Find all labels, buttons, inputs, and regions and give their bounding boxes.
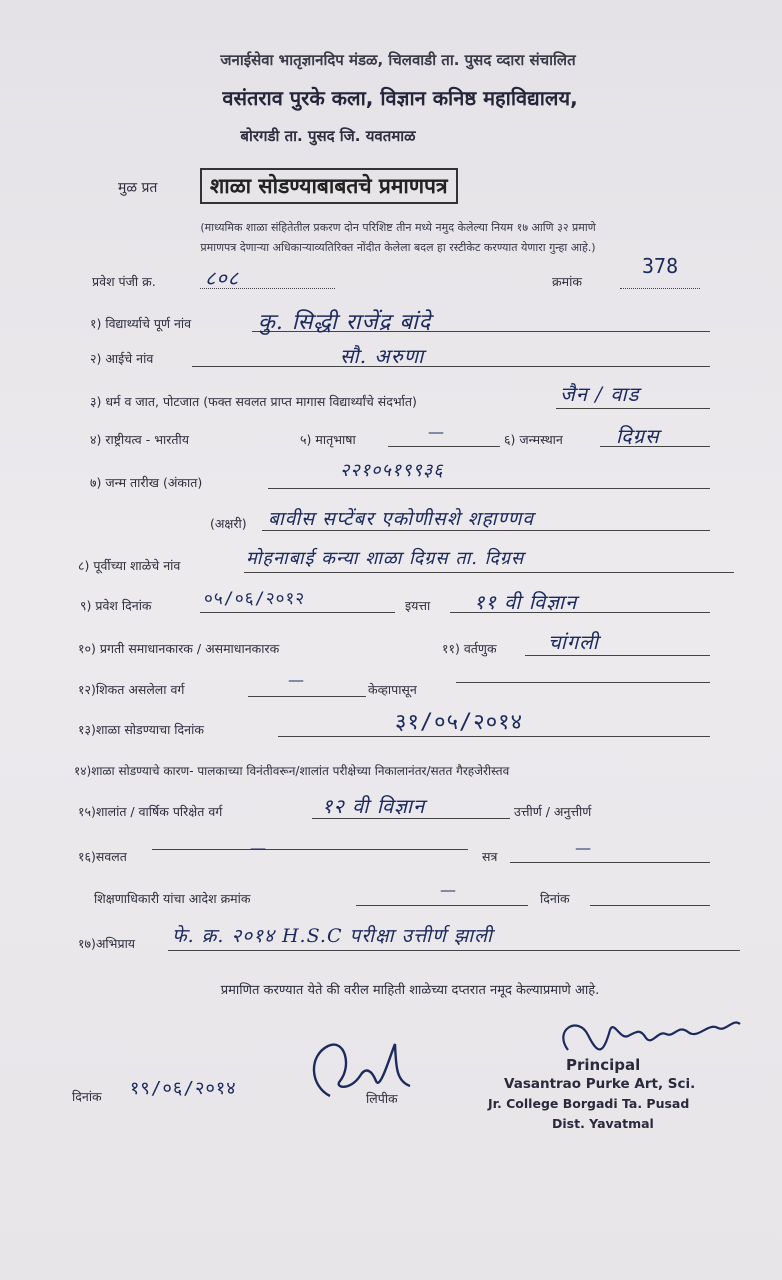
rule-note-line2: प्रमाणपत्र देणाऱ्या अधिकाऱ्याव्यतिरिक्त नोंदीत केलेला बदल हा रस्टीकेट करण्यात येणारा गुन्हा आहे.) <box>200 241 596 254</box>
field-6-value: दिग्रस <box>616 424 660 448</box>
certificate-title: शाळा सोडण्याबाबतचे प्रमाणपत्र <box>200 168 458 204</box>
field-17-value: फे. क्र. २०१४ H.S.C परीक्षा उत्तीर्ण झाली <box>172 925 493 947</box>
field-11-value: चांगली <box>548 630 599 654</box>
field-9-label: ९) प्रवेश दिनांक <box>80 598 152 613</box>
copy-label: मुळ प्रत <box>118 180 158 196</box>
order-line <box>356 905 528 906</box>
field-17-label: १७)अभिप्राय <box>78 936 136 951</box>
field-16-label: १६)सवलत <box>78 849 127 864</box>
clerk-signature <box>300 1036 420 1106</box>
field-8-label: ८) पूर्वीच्या शाळेचे नांव <box>78 558 181 573</box>
footer-date-value: १९/०६/२०१४ <box>130 1078 237 1099</box>
society-line: जनाईसेवा भातृज्ञानदिप मंडळ, चिलवाडी ता. पुसद व्दारा संचालित <box>220 51 576 69</box>
field-16-session-label: सत्र <box>482 849 498 864</box>
order-label: शिक्षणाधिकारी यांचा आदेश क्रमांक <box>94 891 251 906</box>
field-10-label: १०) प्रगती समाधानकारक / असमाधानकारक <box>78 641 280 656</box>
field-5-line <box>388 446 500 447</box>
field-8-value: मोहनाबाई कन्या शाळा दिग्रस ता. दिग्रस <box>246 548 525 569</box>
field-12-since-line <box>456 682 710 683</box>
field-7-line <box>268 488 710 489</box>
field-2-label: २) आईचे नांव <box>90 351 154 366</box>
register-label: प्रवेश पंजी क्र. <box>92 274 156 289</box>
field-4-label: ४) राष्ट्रीयत्व - भारतीय <box>90 432 189 447</box>
field-13-label: १३)शाळा सोडण्याचा दिनांक <box>78 722 204 737</box>
field-7-label: ७) जन्म तारीख (अंकात) <box>90 475 203 490</box>
serial-value: 378 <box>642 254 679 278</box>
serial-label: क्रमांक <box>552 274 582 289</box>
field-8-line <box>244 572 734 573</box>
serial-line <box>620 288 700 289</box>
field-9-class-value: ११ वी विज्ञान <box>474 590 578 614</box>
field-2-line <box>192 366 710 367</box>
field-12-since-label: केव्हापासून <box>368 682 417 697</box>
field-16-value: — <box>250 838 267 857</box>
footer-date-label: दिनांक <box>72 1089 102 1104</box>
field-13-line <box>278 736 710 737</box>
order-date-label: दिनांक <box>540 891 570 906</box>
college-name: वसंतराव पुरके कला, विज्ञान कनिष्ठ महाविद्यालय, <box>222 86 578 110</box>
field-17-line <box>168 950 740 951</box>
field-16-line <box>152 849 468 850</box>
stamp-college-line1: Vasantrao Purke Art, Sci. <box>504 1076 696 1092</box>
field-15-value: १२ वी विज्ञान <box>322 794 426 818</box>
field-9-value: ०५/०६/२०१२ <box>204 589 306 609</box>
field-3-label: ३) धर्म व जात, पोटजात (फक्त सवलत प्राप्त मागास विद्यार्थ्यांचे संदर्भात) <box>90 394 417 409</box>
field-11-label: ११) वर्तणुक <box>442 641 497 656</box>
field-9-line <box>200 612 395 613</box>
register-value: ८०८ <box>205 266 240 290</box>
stamp-principal: Principal <box>566 1056 641 1074</box>
order-date-line <box>590 905 710 906</box>
certification-text: प्रमाणित करण्यात येते की वरील माहिती शाळेच्या दप्तरात नमूद केल्याप्रमाणे आहे. <box>220 983 600 998</box>
field-12-line <box>248 696 366 697</box>
field-3-line <box>556 408 710 409</box>
field-3-value: जैन / वाड <box>560 382 640 406</box>
stamp-district: Dist. Yavatmal <box>552 1116 654 1131</box>
clerk-label: लिपीक <box>366 1091 398 1106</box>
order-value: — <box>440 880 457 899</box>
field-13-value: ३१/०५/२०१४ <box>395 710 524 735</box>
field-7-words-value: बावीस सप्टेंबर एकोणीसशे शहाण्णव <box>268 508 534 530</box>
field-16-session-line <box>510 862 710 863</box>
field-1-value: कु. सिद्धी राजेंद्र बांदे <box>258 310 432 335</box>
field-5-label: ५) मातृभाषा <box>300 432 356 447</box>
field-2-value: सौ. अरुणा <box>340 344 425 368</box>
field-15-label: १५)शालांत / वार्षिक परिक्षेत वर्ग <box>78 804 223 819</box>
college-address: बोरगडी ता. पुसद जि. यवतमाळ <box>240 127 416 145</box>
field-16-session-value: — <box>575 838 592 857</box>
field-14-label: १४)शाळा सोडण्याचे कारण- पालकाच्या विनंतीवरून/शालांत परीक्षेच्या निकालानंतर/सतत गैरहजेरीस्तव <box>74 764 510 778</box>
field-11-line <box>525 655 710 656</box>
rule-note-line1: (माध्यमिक शाळा संहितेतील प्रकरण दोन परिशिष्ट तीन मध्ये नमुद केलेल्या नियम १७ आणि ३२ प्रमाणे <box>200 221 596 234</box>
field-15-result: उत्तीर्ण / अनुत्तीर्ण <box>514 804 592 819</box>
field-12-value: — <box>288 670 305 689</box>
field-9-class-label: इयत्ता <box>405 598 431 613</box>
field-12-label: १२)शिकत असलेला वर्ग <box>78 682 185 697</box>
field-7-value: २२१०५१९९३६ <box>340 460 444 481</box>
field-1-label: १) विद्यार्थ्याचे पूर्ण नांव <box>90 316 192 331</box>
field-6-label: ६) जन्मस्थान <box>504 432 563 447</box>
stamp-college-line2: Jr. College Borgadi Ta. Pusad <box>488 1096 690 1111</box>
field-7-words-label: (अक्षरी) <box>210 516 247 531</box>
field-5-value: — <box>428 422 445 441</box>
